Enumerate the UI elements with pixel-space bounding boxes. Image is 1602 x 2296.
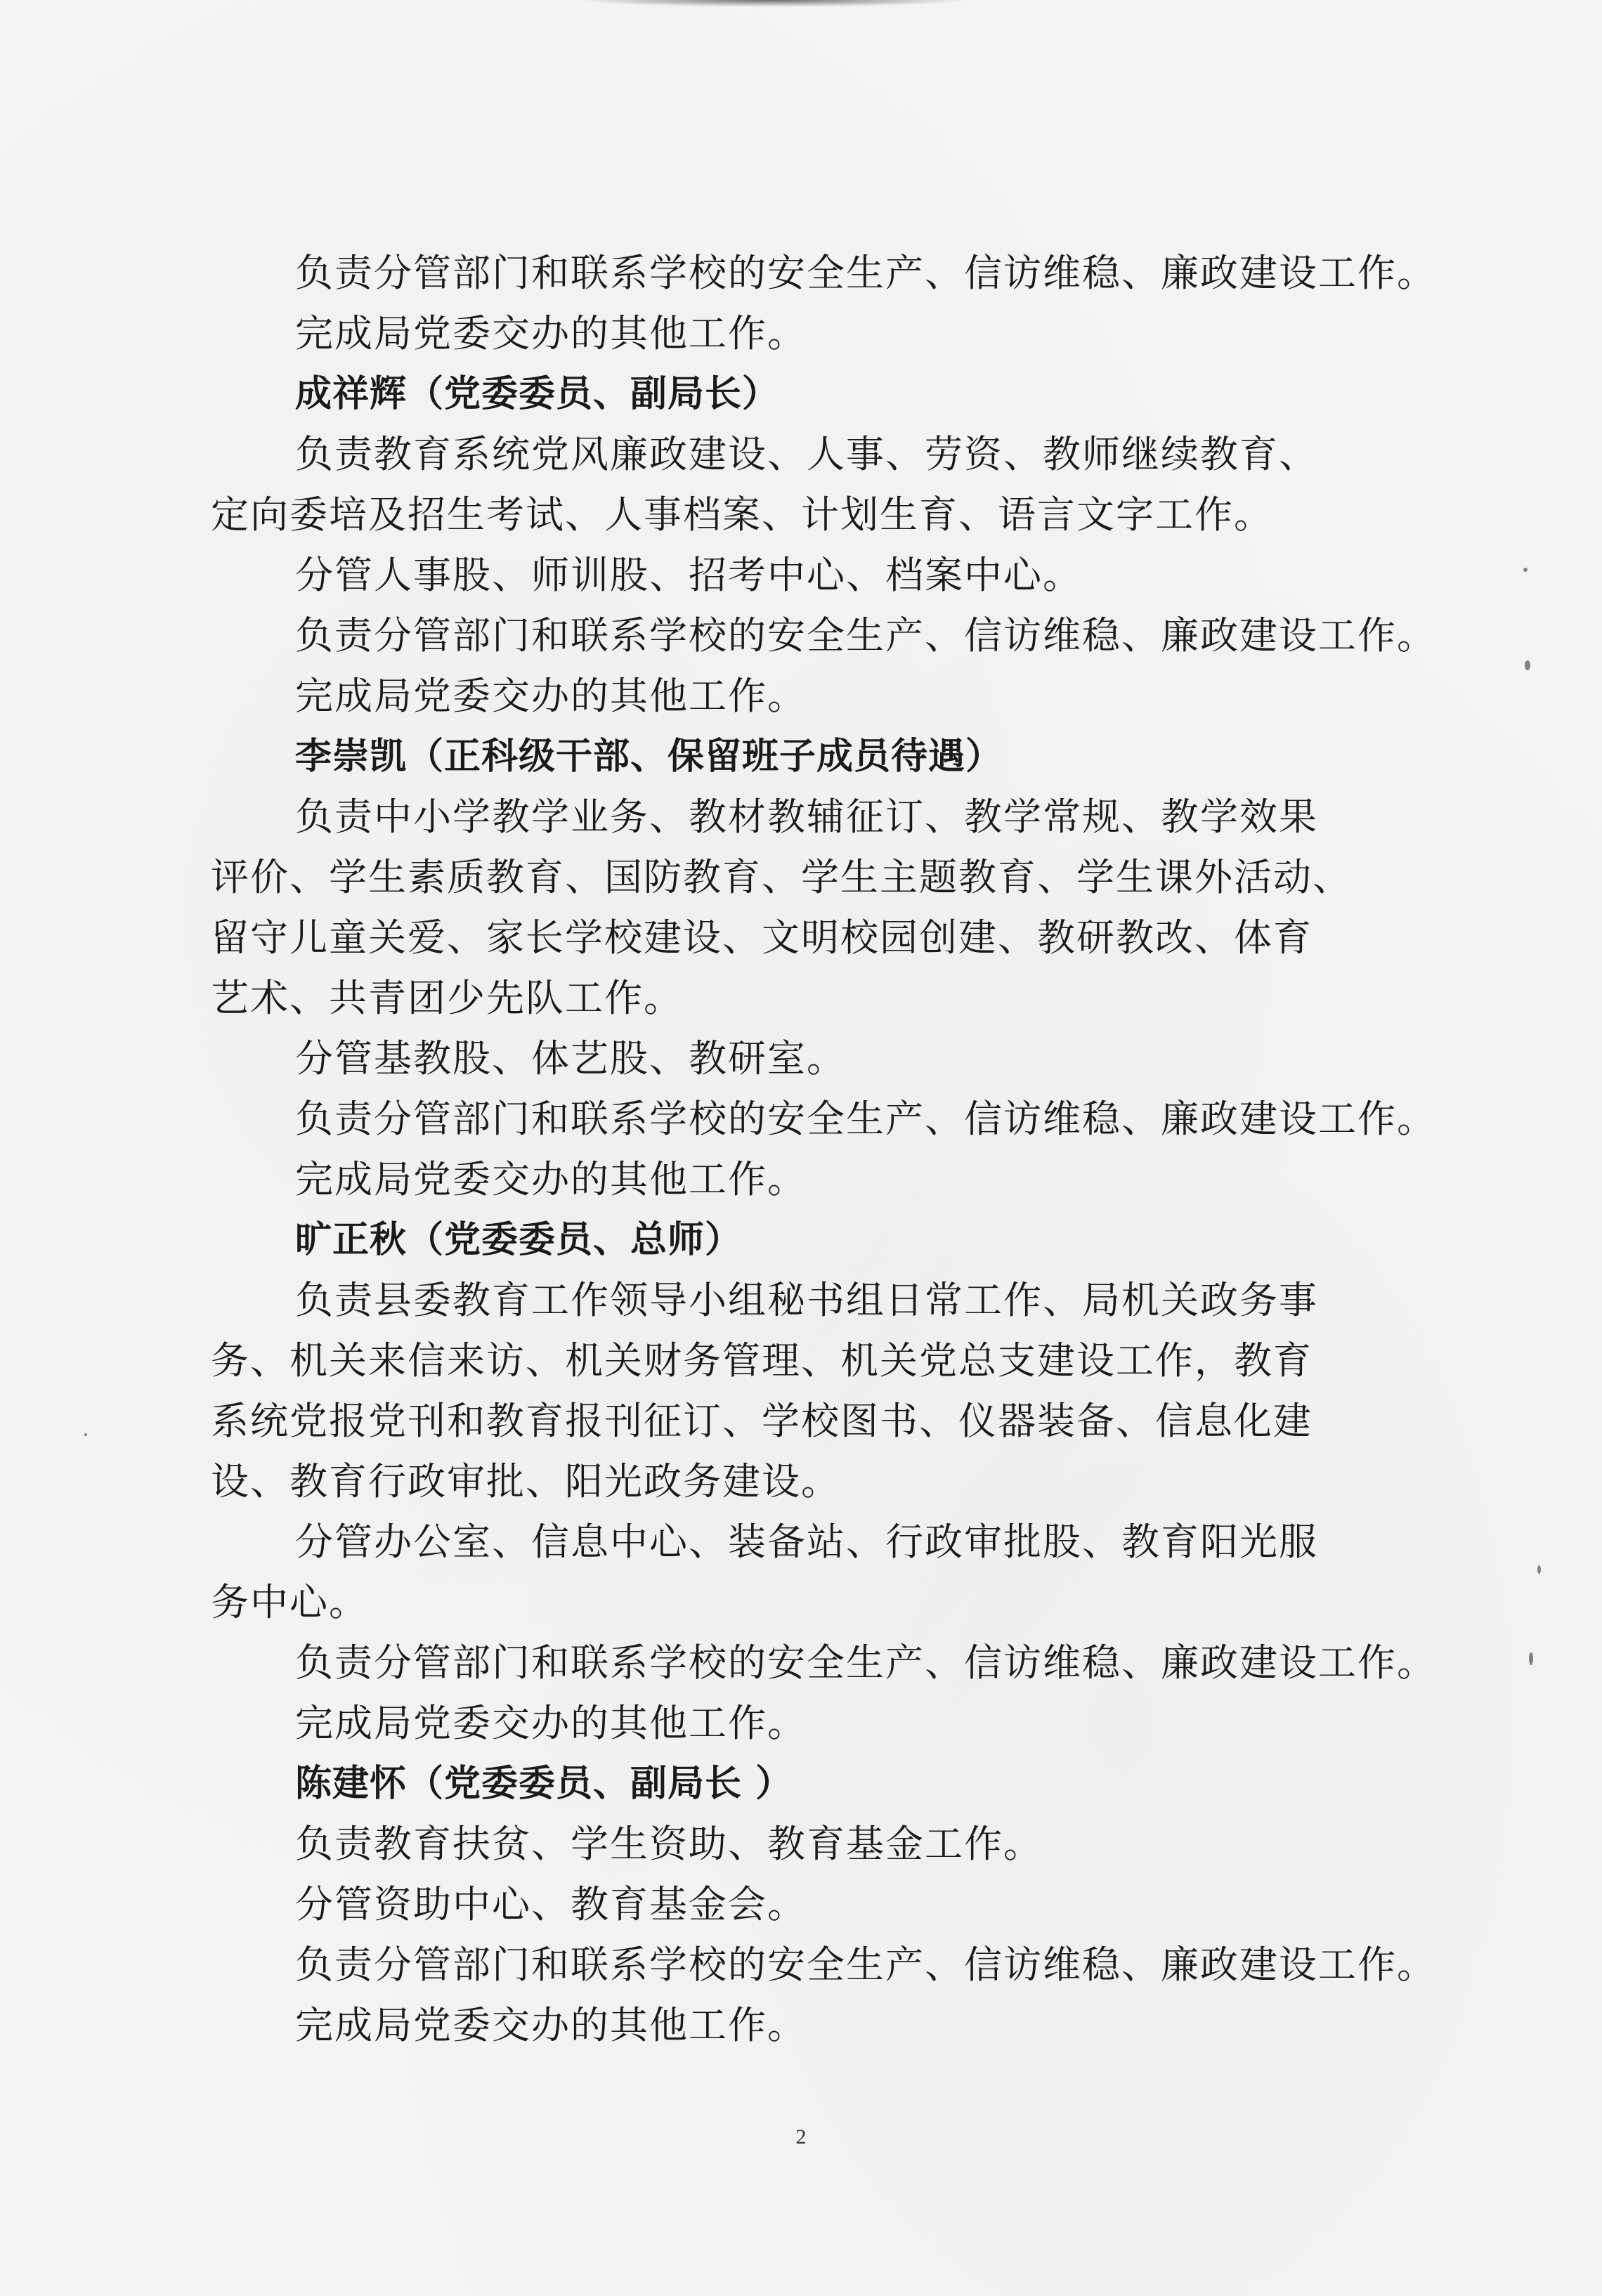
paragraph-line: 设、教育行政审批、阳光政务建设。 xyxy=(211,1459,840,1504)
paragraph-line: 完成局党委交办的其他工作。 xyxy=(295,674,807,718)
paragraph-line: 负责县委教育工作领导小组秘书组日常工作、局机关政务事 xyxy=(295,1278,1318,1322)
section-heading xyxy=(211,1210,1412,1270)
heading-text: 旷正秋（党委委员、总师） xyxy=(295,1219,743,1261)
paragraph-line: 系统党报党刊和教育报刊征订、学校图书、仪器装备、信息化建 xyxy=(211,1399,1313,1443)
scan-speck xyxy=(1525,660,1530,670)
paragraph-line: 负责分管部门和联系学校的安全生产、信访维稳、廉政建设工作。 xyxy=(295,1097,1436,1141)
paragraph-line: 定向委培及招生考试、人事档案、计划生育、语言文字工作。 xyxy=(211,493,1273,537)
paragraph-line: 评价、学生素质教育、国防教育、学生主题教育、学生课外活动、 xyxy=(211,855,1352,899)
paragraph xyxy=(211,606,1436,666)
scan-edge-shadow xyxy=(576,0,970,7)
heading-text: 成祥辉（党委委员、副局长） xyxy=(295,373,780,415)
paragraph-line: 负责分管部门和联系学校的安全生产、信访维稳、廉政建设工作。 xyxy=(295,1641,1436,1685)
paragraph-line: 分管资助中心、教育基金会。 xyxy=(295,1882,807,1926)
paragraph-line: 负责教育系统党风廉政建设、人事、劳资、教师继续教育、 xyxy=(295,432,1318,476)
paragraph-line: 负责分管部门和联系学校的安全生产、信访维稳、廉政建设工作。 xyxy=(295,251,1436,295)
paragraph-line: 留守儿童关爱、家长学校建设、文明校园创建、教研教改、体育 xyxy=(211,915,1313,960)
paragraph-line: 务中心。 xyxy=(211,1580,368,1624)
paragraph xyxy=(211,545,1412,606)
paragraph-line: 完成局党委交办的其他工作。 xyxy=(295,1701,807,1745)
paragraph-line: 完成局党委交办的其他工作。 xyxy=(295,2003,807,2047)
section-heading xyxy=(211,1754,1412,1814)
paragraph xyxy=(211,304,1412,364)
paragraph xyxy=(211,1814,1412,1874)
document-body xyxy=(211,243,1436,2056)
paragraph xyxy=(211,1874,1412,1935)
scan-speck xyxy=(84,1433,87,1436)
paragraph xyxy=(211,666,1412,726)
paragraph-line: 负责教育扶贫、学生资助、教育基金工作。 xyxy=(295,1822,1043,1866)
paragraph-line: 负责中小学教学业务、教材教辅征订、教学常规、教学效果 xyxy=(295,795,1318,839)
paragraph-line: 分管人事股、师训股、招考中心、档案中心。 xyxy=(295,553,1082,597)
scan-speck xyxy=(1529,1652,1533,1665)
paragraph xyxy=(211,424,1412,545)
paragraph xyxy=(211,1089,1436,1149)
paragraph-line: 完成局党委交办的其他工作。 xyxy=(295,1157,807,1201)
heading-text: 陈建怀（党委委员、副局长 ） xyxy=(295,1763,793,1805)
paragraph-line: 分管基教股、体艺股、教研室。 xyxy=(295,1036,846,1081)
section-heading xyxy=(211,364,1412,424)
paragraph-line: 分管办公室、信息中心、装备站、行政审批股、教育阳光服 xyxy=(295,1520,1318,1564)
scan-speck xyxy=(1523,568,1528,572)
paragraph xyxy=(211,1693,1412,1754)
section-heading xyxy=(211,726,1412,787)
paragraph xyxy=(211,1149,1412,1210)
paragraph xyxy=(211,1633,1436,1693)
scan-speck xyxy=(1537,1565,1541,1574)
paragraph-line: 负责分管部门和联系学校的安全生产、信访维稳、廉政建设工作。 xyxy=(295,1943,1436,1987)
paragraph-line: 负责分管部门和联系学校的安全生产、信访维稳、廉政建设工作。 xyxy=(295,613,1436,658)
page-number: 2 xyxy=(795,2125,807,2148)
paragraph xyxy=(211,787,1412,1029)
paragraph xyxy=(211,1029,1412,1089)
paragraph-line: 务、机关来信来访、机关财务管理、机关党总支建设工作，教育 xyxy=(211,1338,1313,1383)
paragraph xyxy=(211,1995,1412,2056)
paragraph xyxy=(211,243,1436,304)
paragraph xyxy=(211,1270,1412,1512)
paragraph-line: 完成局党委交办的其他工作。 xyxy=(295,311,807,356)
heading-text: 李崇凯（正科级干部、保留班子成员待遇） xyxy=(295,736,1003,778)
paragraph xyxy=(211,1935,1436,1995)
paragraph-line: 艺术、共青团少先队工作。 xyxy=(211,976,683,1020)
paragraph xyxy=(211,1512,1412,1633)
